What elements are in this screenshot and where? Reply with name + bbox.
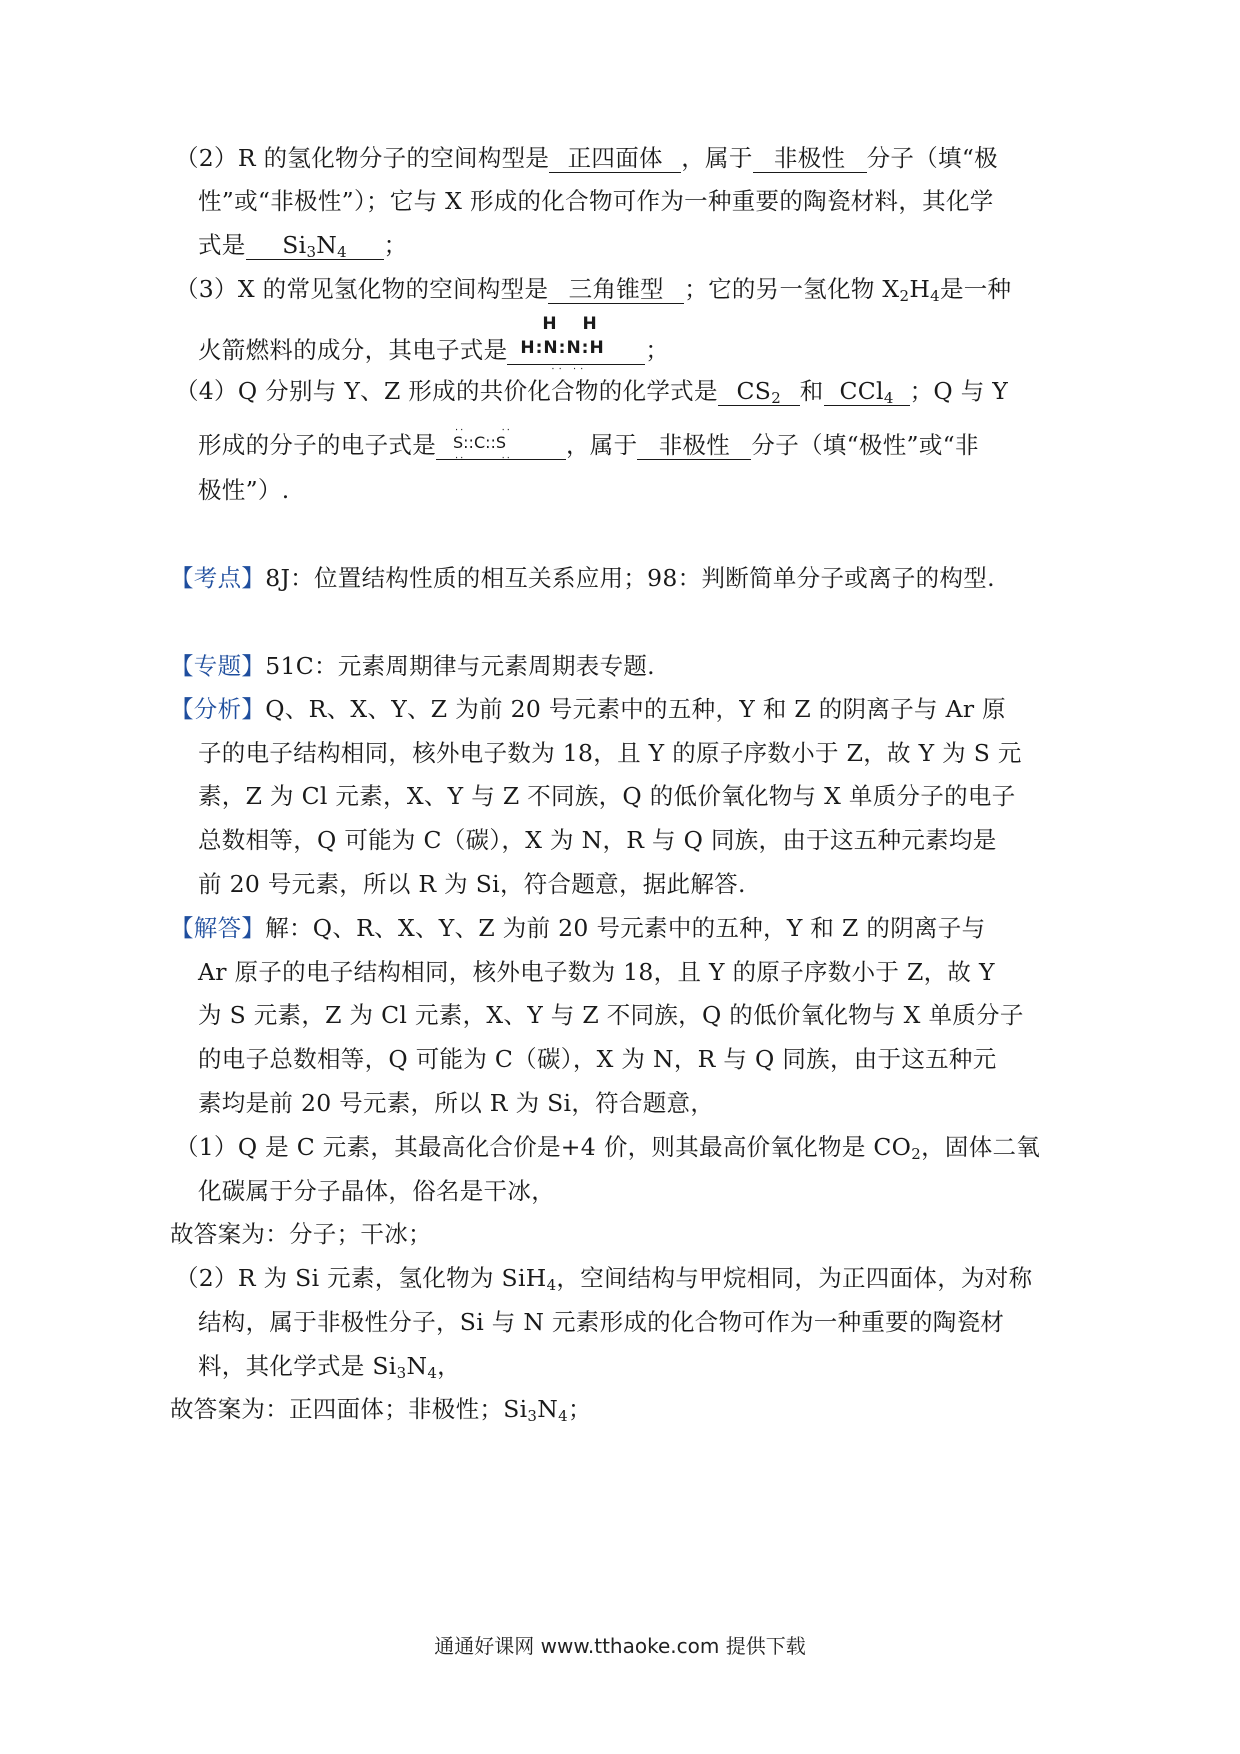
lewis-main-row: H:N:N:H (520, 338, 605, 358)
jieda-line-1: 【解答】解：Q、R、X、Y、Z 为前 20 号元素中的五种，Y 和 Z 的阴离子与 (170, 914, 986, 942)
answer-blank-ccl4: CCl$_4$ (824, 377, 910, 406)
n2h4-electron-formula (516, 314, 636, 375)
lewis-top-h: H H (542, 314, 607, 334)
jieda-part1-line-1: （1）Q 是 C 元素，其最高化合价是+4 价，则其最高价氧化物是 $CO_2$，固体二氧 (175, 1133, 1041, 1163)
q2-line-2: 性”或“非极性”）；它与 X 形成的化合物可作为一种重要的陶瓷材料，其化学 (198, 187, 994, 215)
kaodian-line: 【考点】8J：位置结构性质的相互关系应用；98：判断简单分子或离子的构型. (170, 564, 995, 592)
jieda-line-3: 为 S 元素，Z 为 Cl 元素，X、Y 与 Z 不同族，Q 的低价氧化物与 X 单质分子 (198, 1001, 1024, 1029)
jieda-line-5: 素均是前 20 号元素，所以 R 为 Si，符合题意， (198, 1089, 715, 1117)
jieda-line-4: 的电子总数相等，Q 可能为 C（碳），X 为 N，R 与 Q 同族，由于这五种元 (198, 1045, 997, 1073)
answer-blank-cs2: $CS_2$ (718, 377, 800, 406)
fenxi-tag: 【分析】 (170, 695, 266, 723)
answer-blank-polarity: 非极性 (753, 144, 867, 173)
q4-line-1: （4）Q 分别与 Y、Z 形成的共价化合物的化学式是 $CS_2$ 和 CCl$_4$ ；Q 与 Y (175, 377, 1009, 407)
lewis-bottom-dots: ⋅⋅ ⋅⋅ (455, 453, 512, 464)
lewis-top-dots: ⋅⋅ ⋅⋅ (455, 425, 512, 436)
jieda-part1-line-2: 化碳属于分子晶体，俗名是干冰， (198, 1177, 555, 1205)
q3-line-2: 火箭燃料的成分，其电子式是 H H H:N:N:H ⋅⋅ ⋅⋅ ； (198, 334, 669, 366)
answer-blank-polarity-cs2: 非极性 (637, 431, 751, 460)
q4-line-2: 形成的分子的电子式是 ⋅⋅ ⋅⋅ S::C::S ⋅⋅ ⋅⋅ ，属于 非极性 分子（填“极性”或“非 (198, 429, 979, 461)
page-footer: 通通好课网 www.tthaoke.com 提供下载 (434, 1634, 806, 1658)
kaodian-tag: 【考点】 (170, 564, 266, 592)
jieda-answer-1: 故答案为：分子；干冰； (170, 1220, 432, 1248)
jieda-answer-2: 故答案为：正四面体；非极性；$Si_3N_4$； (170, 1395, 592, 1425)
jieda-tag: 【解答】 (170, 914, 266, 942)
q4-line-3: 极性”）. (198, 476, 290, 504)
jieda-part2-line-2: 结构，属于非极性分子，Si 与 N 元素形成的化合物可作为一种重要的陶瓷材 (198, 1308, 1005, 1336)
answer-blank-shape-x: 三角锥型 (548, 275, 684, 304)
answer-blank-formula: $Si_3N_4$ (246, 231, 384, 260)
zhuanti-line: 【专题】51C：元素周期律与元素周期表专题. (170, 652, 655, 680)
q2-line-1: （2）R 的氢化物分子的空间构型是 正四面体 ，属于 非极性 分子（填“极 (175, 144, 998, 172)
fenxi-line-5: 前 20 号元素，所以 R 为 Si，符合题意，据此解答. (198, 870, 746, 898)
q3-line-1: （3）X 的常见氢化物的空间构型是 三角锥型 ；它的另一氢化物 $X_2H_4$是一种 (175, 275, 1012, 305)
answer-blank-lewis-cs2 (436, 425, 566, 464)
zhuanti-tag: 【专题】 (170, 652, 266, 680)
lewis-cs2-main: S::C::S (453, 433, 507, 452)
answer-blank-lewis-n2h4 (507, 314, 645, 375)
answer-blank-shape: 正四面体 (549, 144, 681, 173)
fenxi-line-2: 子的电子结构相同，核外电子数为 18，且 Y 的原子序数小于 Z，故 Y 为 S 元 (198, 739, 1022, 767)
fenxi-line-1: 【分析】Q、R、X、Y、Z 为前 20 号元素中的五种，Y 和 Z 的阴离子与 Ar 原 (170, 695, 1006, 723)
q2-line-3: 式是 $Si_3N_4$ ； (198, 231, 408, 261)
jieda-part2-line-3: 料，其化学式是 $Si_3N_4$， (198, 1352, 461, 1382)
lewis-lone-pair-dots: ⋅⋅ ⋅⋅ (551, 364, 588, 375)
cs2-electron-formula (453, 425, 549, 464)
jieda-part2-line-1: （2）R 为 Si 元素，氢化物为 SiH$_4$，空间结构与甲烷相同，为正四面体，为对称 (175, 1264, 1033, 1294)
fenxi-line-4: 总数相等，Q 可能为 C（碳），X 为 N，R 与 Q 同族，由于这五种元素均是 (198, 826, 997, 854)
jieda-line-2: Ar 原子的电子结构相同，核外电子数为 18，且 Y 的原子序数小于 Z，故 Y (198, 958, 995, 986)
fenxi-line-3: 素，Z 为 Cl 元素，X、Y 与 Z 不同族，Q 的低价氧化物与 X 单质分子的电子 (198, 782, 1016, 810)
